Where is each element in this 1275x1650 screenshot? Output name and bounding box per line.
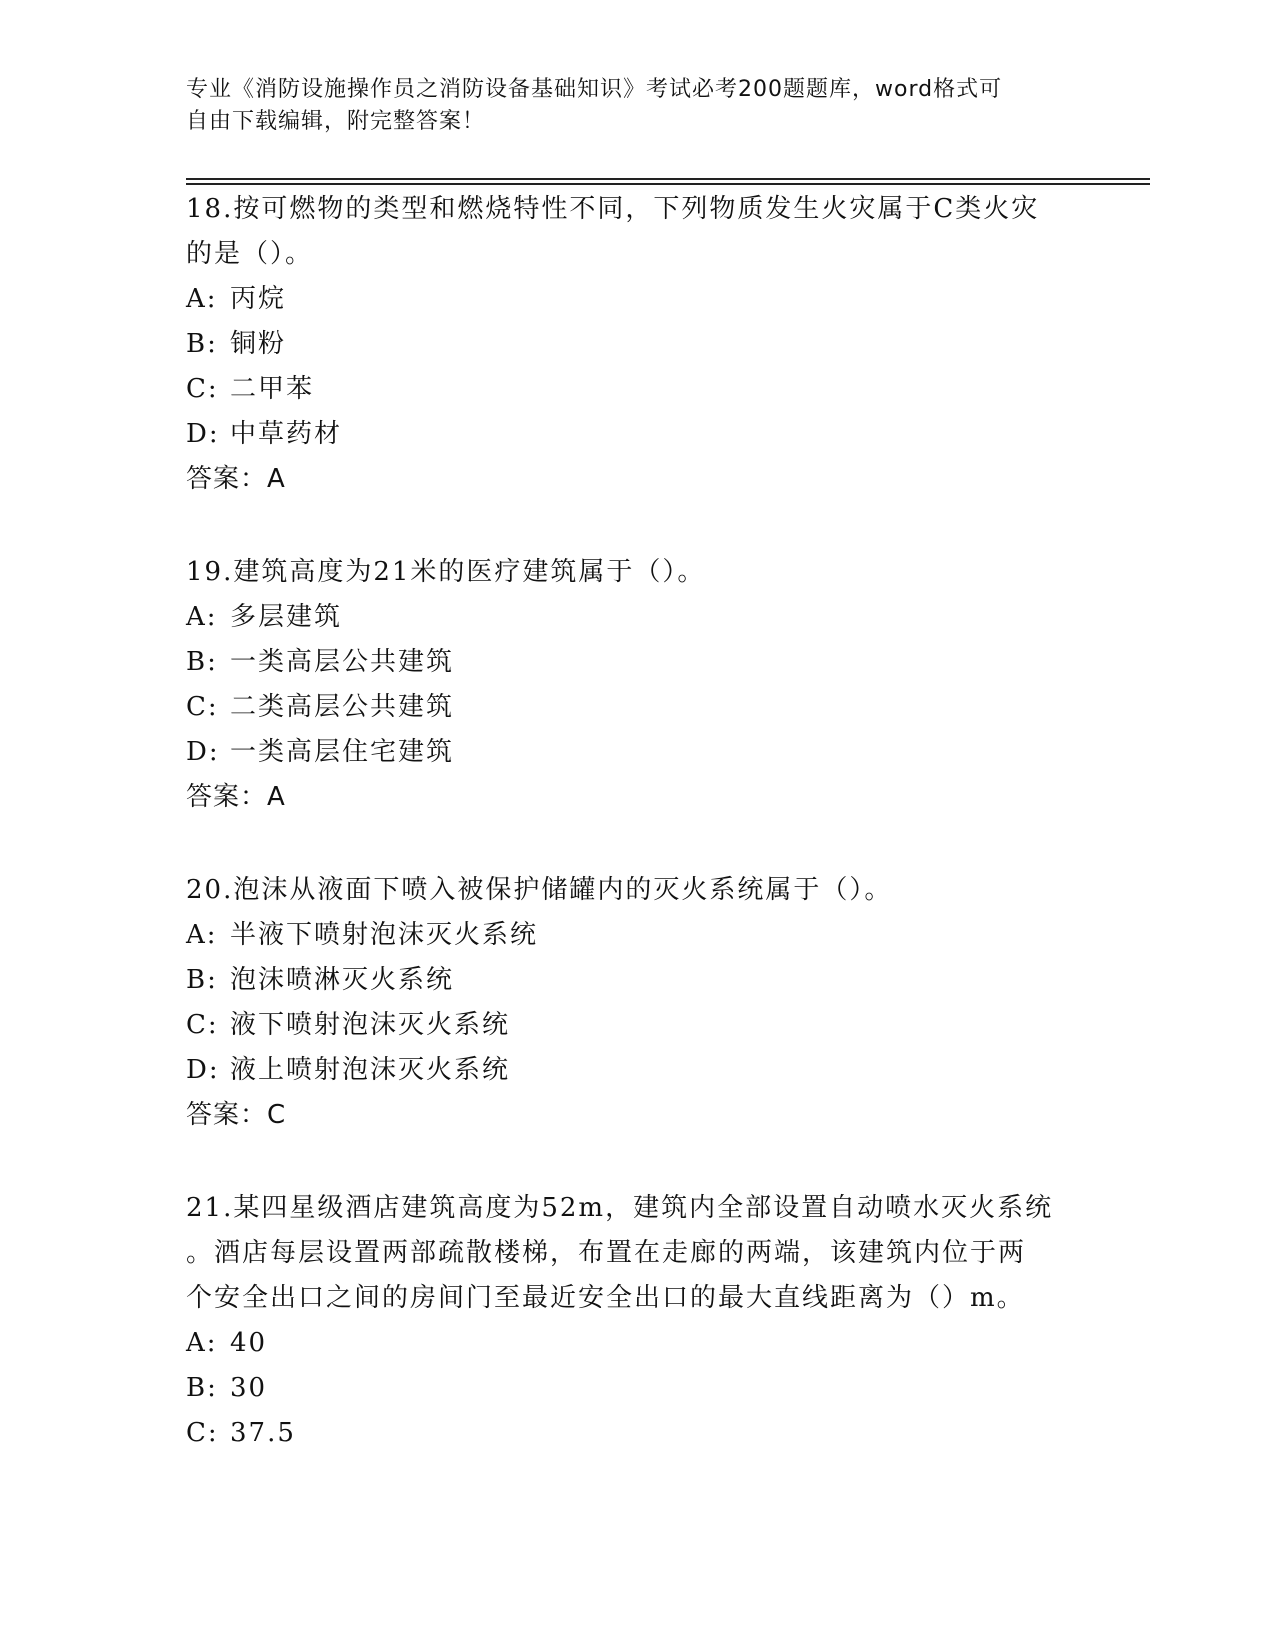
option-text: 一类高层住宅建筑 <box>230 737 455 767</box>
question-stem <box>186 868 1086 913</box>
option-text: 液上喷射泡沫灭火系统 <box>230 1055 511 1085</box>
question-stem <box>186 1186 1086 1321</box>
option-text: 二类高层公共建筑 <box>230 692 455 722</box>
answer: 答案：C <box>186 1100 287 1130</box>
answer: 答案：A <box>186 782 286 812</box>
option-text: 37.5 <box>230 1418 296 1448</box>
question-list <box>186 187 1086 1504</box>
question-stem <box>186 187 1086 277</box>
question-stem <box>186 550 1086 595</box>
stem-line: 20.泡沫从液面下喷入被保护储罐内的灭火系统属于（）。 <box>186 875 893 905</box>
option-text: 铜粉 <box>230 329 287 359</box>
option-c <box>186 1003 1086 1048</box>
header-divider-top <box>186 178 1150 180</box>
document-header <box>186 74 1066 138</box>
option-key: B: <box>186 647 218 677</box>
question-20 <box>186 868 1086 1138</box>
option-a <box>186 595 1086 640</box>
option-key: C: <box>186 1010 219 1040</box>
option-c <box>186 367 1086 412</box>
option-text: 40 <box>230 1328 268 1358</box>
option-text: 液下喷射泡沫灭火系统 <box>230 1010 511 1040</box>
option-key: D: <box>186 1055 220 1085</box>
option-b <box>186 322 1086 367</box>
option-a <box>186 1321 1086 1366</box>
option-key: A: <box>186 920 218 950</box>
stem-line: 个安全出口之间的房间门至最近安全出口的最大直线距离为（）m。 <box>186 1283 1025 1313</box>
option-key: B: <box>186 965 218 995</box>
question-21 <box>186 1186 1086 1456</box>
option-b <box>186 640 1086 685</box>
option-key: A: <box>186 284 218 314</box>
option-text: 多层建筑 <box>230 602 343 632</box>
option-key: B: <box>186 1373 218 1403</box>
header-line-1: 专业《消防设施操作员之消防设备基础知识》考试必考200题题库，word格式可 <box>186 77 1003 102</box>
option-text: 30 <box>230 1373 268 1403</box>
option-b <box>186 958 1086 1003</box>
header-divider-bottom <box>186 183 1150 185</box>
option-d <box>186 412 1086 457</box>
option-a <box>186 913 1086 958</box>
option-key: D: <box>186 419 220 449</box>
option-d <box>186 730 1086 775</box>
option-c <box>186 1411 1086 1456</box>
option-b <box>186 1366 1086 1411</box>
header-line-2: 自由下载编辑，附完整答案！ <box>186 109 486 134</box>
option-key: A: <box>186 1328 218 1358</box>
option-key: A: <box>186 602 218 632</box>
option-text: 二甲苯 <box>230 374 315 404</box>
option-text: 丙烷 <box>230 284 287 314</box>
question-18 <box>186 187 1086 502</box>
option-a <box>186 277 1086 322</box>
option-key: C: <box>186 374 219 404</box>
stem-line: 的是（）。 <box>186 239 314 269</box>
option-key: B: <box>186 329 218 359</box>
stem-line: 19.建筑高度为21米的医疗建筑属于（）。 <box>186 557 706 587</box>
option-text: 一类高层公共建筑 <box>230 647 455 677</box>
option-d <box>186 1048 1086 1093</box>
option-text: 中草药材 <box>230 419 343 449</box>
stem-line: 18.按可燃物的类型和燃烧特性不同，下列物质发生火灾属于C类火灾 <box>186 194 1040 224</box>
option-text: 泡沫喷淋灭火系统 <box>230 965 455 995</box>
stem-line: 。酒店每层设置两部疏散楼梯，布置在走廊的两端，该建筑内位于两 <box>186 1238 1027 1268</box>
option-key: D: <box>186 737 220 767</box>
option-c <box>186 685 1086 730</box>
option-text: 半液下喷射泡沫灭火系统 <box>230 920 539 950</box>
stem-line: 21.某四星级酒店建筑高度为52m，建筑内全部设置自动喷水灭火系统 <box>186 1193 1054 1223</box>
question-19 <box>186 550 1086 820</box>
option-key: C: <box>186 692 219 722</box>
answer: 答案：A <box>186 464 286 494</box>
option-key: C: <box>186 1418 219 1448</box>
